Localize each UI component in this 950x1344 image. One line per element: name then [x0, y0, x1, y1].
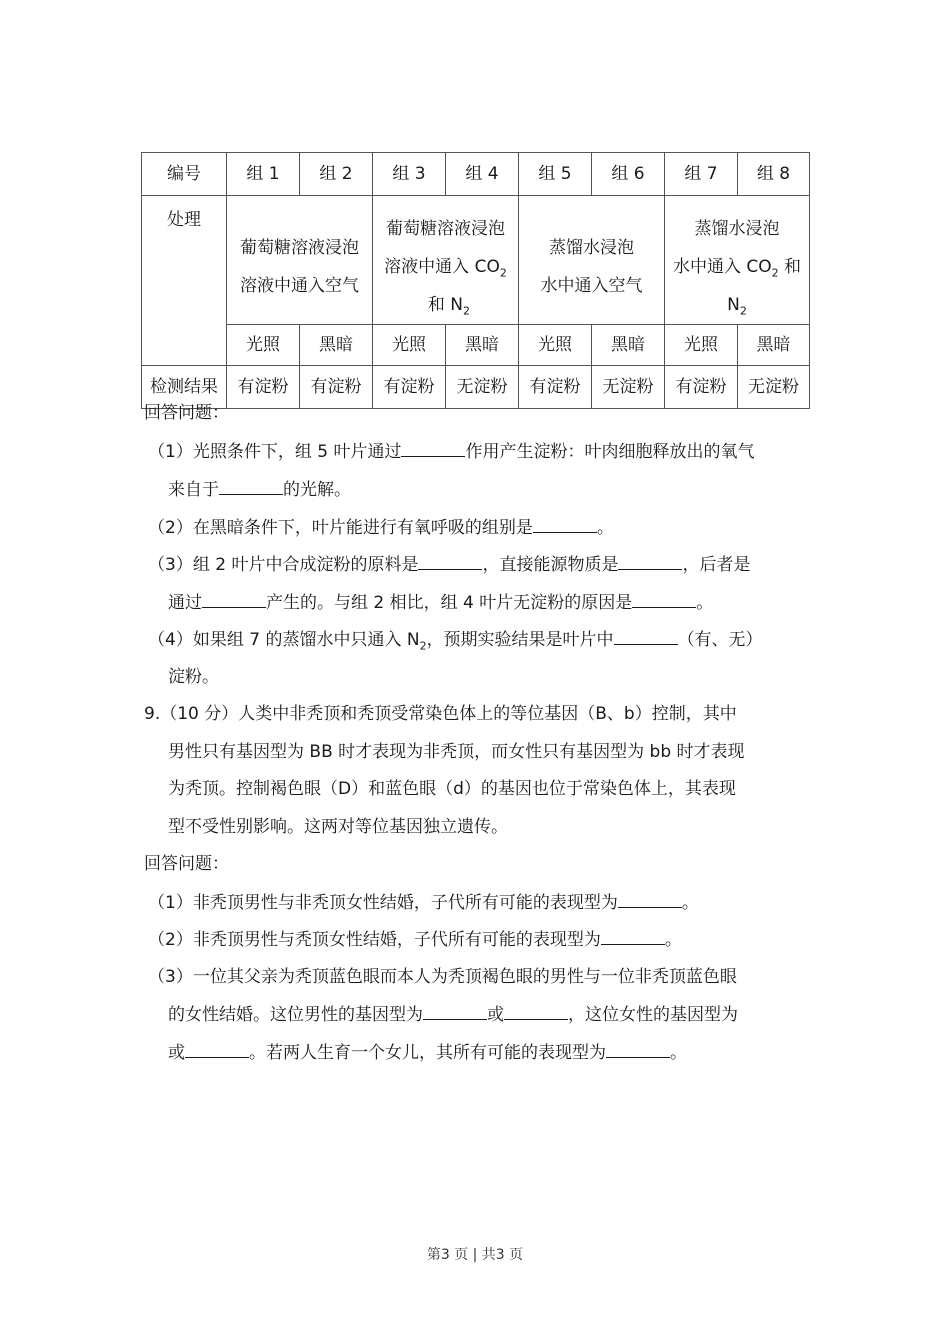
q9-stem-line4: 型不受性别影响。这两对等位基因独立遗传。: [168, 817, 508, 837]
group-header: 组 6: [592, 153, 665, 196]
q9-part2: （2）非秃顶男性与秃顶女性结婚，子代所有可能的表现型为 。: [148, 930, 682, 950]
light-cell: 光照: [373, 325, 446, 366]
result-cell: 无淀粉: [592, 366, 665, 409]
q8-part3-line1: （3）组 2 叶片中合成淀粉的原料是 ，直接能源物质是 ，后者是: [148, 555, 751, 575]
treatment-line: 水中通入 $CO_2$ 和: [672, 257, 802, 280]
q8-part3-line2: 通过 产生的。与组 2 相比，组 4 叶片无淀粉的原因是 。: [168, 593, 714, 613]
treatment-cell: [519, 196, 665, 325]
q8-part4-line1: （4）如果组 7 的蒸馏水中只通入 $N_2$，预期实验结果是叶片中 （有、无）: [148, 630, 763, 653]
light-cell: 光照: [227, 325, 300, 366]
answer-blank[interactable]: [423, 1003, 487, 1020]
result-cell: 有淀粉: [665, 366, 738, 409]
answer-blank[interactable]: [606, 1041, 670, 1058]
group-header: 组 8: [738, 153, 810, 196]
group-header: 组 1: [227, 153, 300, 196]
q9-stem-line1: 9.（10 分）人类中非秃顶和秃顶受常染色体上的等位基因（B、b）控制，其中: [144, 704, 737, 724]
q8-part4-line2: 淀粉。: [168, 667, 219, 687]
result-cell: 有淀粉: [373, 366, 446, 409]
treatment-cell: [373, 196, 519, 325]
answer-blank[interactable]: [418, 553, 482, 570]
group-header: 组 4: [446, 153, 519, 196]
answer-blank[interactable]: [401, 440, 465, 457]
answer-blank[interactable]: [614, 628, 678, 645]
light-cell: 黑暗: [446, 325, 519, 366]
group-header: 组 7: [665, 153, 738, 196]
result-label: 检测结果: [142, 366, 227, 409]
treatment-line: 蒸馏水浸泡: [694, 219, 780, 239]
result-cell: 有淀粉: [300, 366, 373, 409]
group-header: 组 5: [519, 153, 592, 196]
answer-blank[interactable]: [185, 1041, 249, 1058]
page-footer: 第3 页 | 共3 页: [426, 1247, 524, 1263]
treatment-line: 蒸馏水浸泡: [549, 238, 634, 258]
q9-part3-line3: 或 。若两人生育一个女儿，其所有可能的表现型为 。: [168, 1043, 687, 1063]
treatment-line: $N_2$: [727, 295, 747, 318]
group-header: 组 2: [300, 153, 373, 196]
treatment-line: 葡萄糖溶液浸泡: [240, 238, 359, 258]
treatment-line: 溶液中通入 $CO_2$: [384, 257, 507, 280]
treatment-cell: [227, 196, 373, 325]
treatment-line: 水中通入空气: [540, 276, 643, 296]
experiment-table: [141, 152, 810, 409]
answer-blank[interactable]: [504, 1003, 568, 1020]
treatment-line: 溶液中通入空气: [240, 276, 359, 296]
treatment-cell: [665, 196, 810, 325]
answer-blank[interactable]: [618, 891, 682, 908]
q8-part2: （2）在黑暗条件下，叶片能进行有氧呼吸的组别是 。: [148, 518, 614, 538]
answer-blank[interactable]: [219, 478, 283, 495]
treatment-label: 处理: [142, 196, 227, 366]
treatment-line: 和 $N_2$: [427, 295, 470, 318]
answer-prompt: 回答问题：: [144, 854, 229, 874]
q9-part1: （1）非秃顶男性与非秃顶女性结婚，子代所有可能的表现型为 。: [148, 893, 699, 913]
q8-part1-line2: 来自于 的光解。: [168, 480, 351, 500]
q9-part3-line1: （3）一位其父亲为秃顶蓝色眼而本人为秃顶褐色眼的男性与一位非秃顶蓝色眼: [148, 967, 737, 987]
answer-blank[interactable]: [618, 553, 682, 570]
treatment-line: 葡萄糖溶液浸泡: [386, 219, 505, 239]
header-label: 编号: [142, 153, 227, 196]
answer-blank[interactable]: [601, 928, 665, 945]
q8-part1-line1: （1）光照条件下，组 5 叶片通过 作用产生淀粉：叶肉细胞释放出的氧气: [148, 442, 755, 462]
light-cell: 黑暗: [592, 325, 665, 366]
light-cell: 黑暗: [738, 325, 810, 366]
result-row: [142, 366, 810, 409]
result-cell: 有淀粉: [519, 366, 592, 409]
result-cell: 无淀粉: [738, 366, 810, 409]
q9-stem-line3: 为秃顶。控制褐色眼（D）和蓝色眼（d）的基因也位于常染色体上，其表现: [168, 779, 736, 799]
table-header-row: [142, 153, 810, 196]
group-header: 组 3: [373, 153, 446, 196]
light-condition-row: [142, 325, 810, 366]
treatment-row: [142, 196, 810, 325]
answer-blank[interactable]: [632, 591, 696, 608]
answer-blank[interactable]: [202, 591, 266, 608]
answer-prompt: 回答问题：: [144, 403, 229, 423]
light-cell: 光照: [665, 325, 738, 366]
light-cell: 黑暗: [300, 325, 373, 366]
answer-blank[interactable]: [533, 516, 597, 533]
result-cell: 有淀粉: [227, 366, 300, 409]
q9-stem-line2: 男性只有基因型为 BB 时才表现为非秃顶，而女性只有基因型为 bb 时才表现: [168, 742, 745, 762]
result-cell: 无淀粉: [446, 366, 519, 409]
q9-part3-line2: 的女性结婚。这位男性的基因型为 或 ，这位女性的基因型为: [168, 1005, 738, 1025]
light-cell: 光照: [519, 325, 592, 366]
